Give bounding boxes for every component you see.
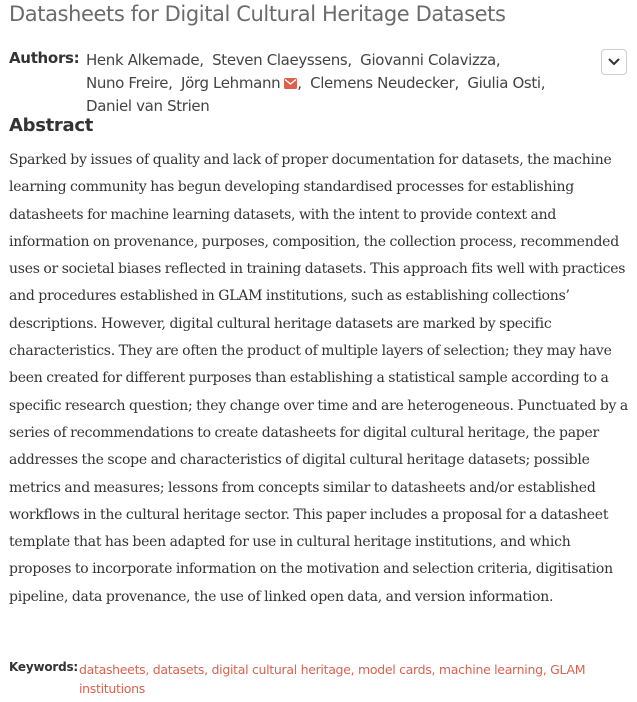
author-separator: ,	[199, 51, 204, 69]
keyword-link[interactable]: datasets	[152, 662, 205, 677]
article-title: Datasheets for Digital Cultural Heritage Datasets	[9, 2, 506, 26]
author-item	[310, 74, 463, 92]
abstract-text: Sparked by issues of quality and lack of proper documentation for datasets, the machine learning community has begun developing standardised processes for establishing datasheets for machine learning datasets, with the intent to provide context and information on provenance, purposes, composition, the collection process, recommended uses or societal biases reflected in training datasets. This approach fits well with practices and procedures established in GLAM institutions, such as establishing collections’ descriptions. However, digital cultural heritage datasets are marked by specific characteristics. They are often the product of multiple layers of selection; they may have been created for different purposes than establishing a statistical sample according to a specific research question; they change over time and are heterogeneous. Punctuated by a series of recommendations to create datasheets for digital cultural heritage, the paper addresses the scope and characteristics of digital cultural heritage datasets; possible metrics and measures; lessons from concepts similar to datasheets and/or established workflows in the cultural heritage sector. This paper includes a proposal for a datasheet template that has been adapted for use in cultural heritage institutions, and which proposes to incorporate information on the motivation and selection criteria, digitisation pipeline, data provenance, the use of linked open data, and version information.	[9, 152, 628, 605]
authors-list	[86, 49, 591, 118]
author-item	[467, 74, 549, 92]
author-separator: ,	[540, 74, 546, 92]
author-item	[212, 51, 356, 69]
keyword-separator: ,	[204, 662, 208, 677]
author-name[interactable]: Nuno Freire	[86, 74, 169, 92]
author-name[interactable]: Giovanni Colavizza	[360, 51, 496, 69]
keyword-separator: ,	[431, 662, 436, 677]
author-item	[360, 51, 504, 69]
chevron-down-icon	[608, 58, 620, 66]
author-name[interactable]: Daniel van Strien	[86, 97, 210, 115]
author-item	[181, 74, 306, 92]
author-name[interactable]: Jörg Lehmann	[181, 74, 281, 92]
author-item	[86, 97, 209, 115]
author-item	[86, 51, 208, 69]
author-separator: ,	[297, 74, 302, 92]
keyword-link[interactable]: model cards	[357, 662, 432, 677]
authors-label: Authors:	[9, 49, 80, 67]
author-separator: ,	[454, 74, 459, 92]
email-icon[interactable]	[284, 78, 297, 89]
keywords-list	[79, 660, 589, 698]
keyword-link[interactable]: GLAM institutions	[79, 662, 586, 696]
keyword-separator: ,	[542, 662, 547, 677]
keyword-separator: ,	[145, 662, 150, 677]
author-name[interactable]: Henk Alkemade	[86, 51, 200, 69]
authors-section	[9, 49, 629, 115]
author-separator: ,	[347, 51, 352, 69]
expand-authors-button[interactable]	[601, 49, 627, 75]
keyword-link[interactable]: machine learning	[438, 662, 543, 677]
keywords-label: Keywords:	[9, 660, 79, 674]
author-separator: ,	[168, 74, 173, 92]
author-name[interactable]: Clemens Neudecker	[310, 74, 455, 92]
author-name[interactable]: Steven Claeyssens	[212, 51, 348, 69]
keyword-link[interactable]: digital cultural heritage	[211, 662, 351, 677]
author-separator: ,	[495, 51, 501, 69]
author-item	[86, 74, 177, 92]
abstract-heading: Abstract	[9, 115, 94, 136]
keyword-link[interactable]: datasheets	[79, 662, 146, 677]
keyword-separator: ,	[350, 662, 355, 677]
author-name[interactable]: Giulia Osti	[467, 74, 541, 92]
